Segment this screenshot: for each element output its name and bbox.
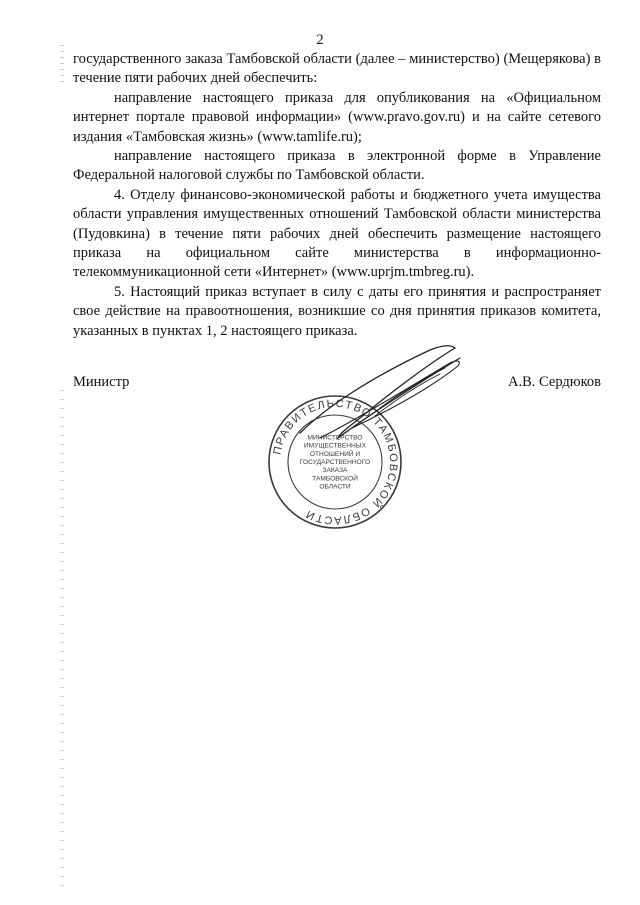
page-number: 2 xyxy=(316,32,324,48)
seal-outer-text: ПРАВИТЕЛЬСТВО ТАМБОВСКОЙ ОБЛАСТИ xyxy=(271,397,400,527)
paragraph-publication: направление настоящего приказа для опубликования на «Официальном интернет портале правовой информации» (www.pravo.gov.ru) и на сайте сетевого издания «Тамбовская жизнь» (www.tamlife.ru); xyxy=(73,89,601,145)
margin-marks-top xyxy=(60,45,64,85)
seal-inner-line: ОБЛАСТИ xyxy=(319,483,351,491)
paragraph-item-4: 4. Отделу финансово-экономической работы и бюджетного учета имущества области управления имущественных отношений Тамбовской области министерства (Пудовкина) в течение пяти рабочих дней обеспечить размещение настоящего приказа на официальном сайте министерства в информационно-телекоммуникационной сети «Интернет» (www.uprjm.tmbreg.ru). xyxy=(73,186,601,281)
seal-inner-line: ГОСУДАРСТВЕННОГО xyxy=(299,459,371,466)
margin-marks xyxy=(60,390,64,890)
paragraph-continuation: государственного заказа Тамбовской области (далее – министерство) (Мещерякова) в течение пяти рабочих дней обеспечить: xyxy=(73,51,601,87)
seal-inner-line: ЗАКАЗА xyxy=(322,467,348,475)
paragraph-tax-service: направление настоящего приказа в электронной форме в Управление Федеральной налоговой службы по Тамбовской области. xyxy=(73,148,601,184)
signatory-title: Министр xyxy=(73,374,130,390)
handwritten-signature xyxy=(280,338,480,458)
seal-inner-line: ТАМБОВСКОЙ xyxy=(312,475,358,483)
signatory-name: А.В. Сердюков xyxy=(508,374,601,390)
paragraph-item-5: 5. Настоящий приказ вступает в силу с даты его принятия и распространяет свое действие на правоотношения, возникшие со дня принятия приказов комитета, указанных в пунктах 1, 2 настоящего приказа. xyxy=(73,283,601,339)
seal-inner-line: ОТНОШЕНИЙ И xyxy=(309,450,361,458)
document-body xyxy=(73,50,601,341)
seal-inner-line: ИМУЩЕСТВЕННЫХ xyxy=(303,442,367,450)
seal-inner-line: МИНИСТЕРСТВО xyxy=(307,434,363,442)
